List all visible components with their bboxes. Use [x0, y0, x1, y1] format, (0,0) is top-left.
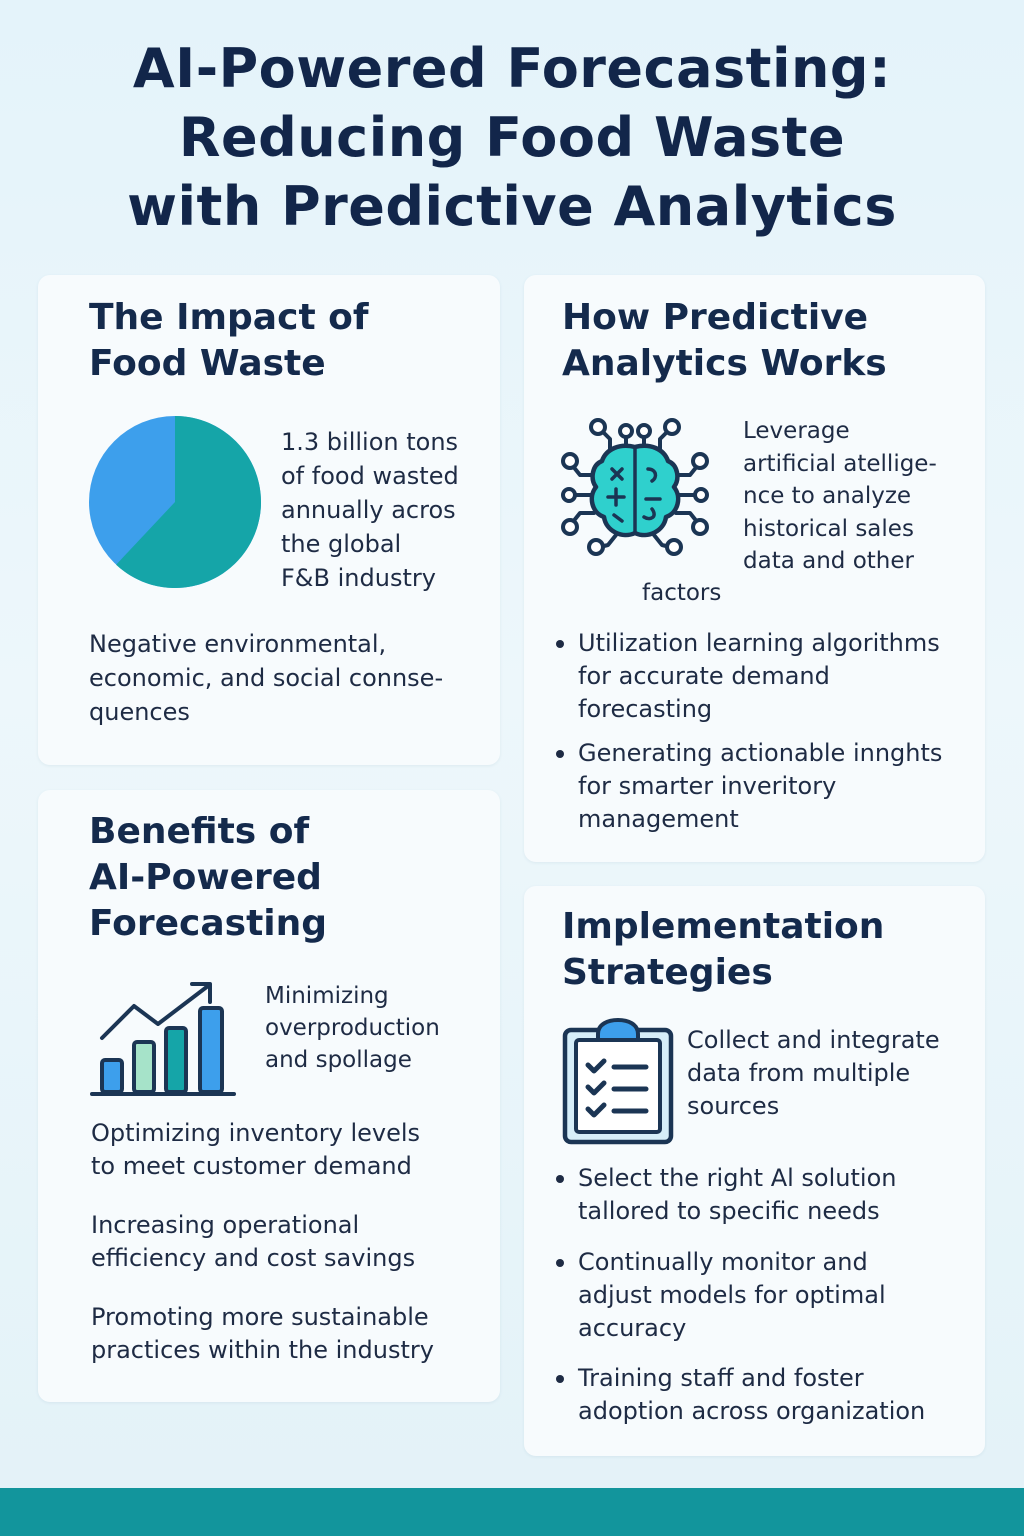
- implementation-bullet-3-line-1: Training staff and foster: [578, 1364, 864, 1392]
- how-intro-line-5: data and other: [743, 548, 914, 574]
- benefit-3-line-1: Increasing operational: [91, 1211, 360, 1239]
- implementation-intro-line-3: sources: [687, 1092, 780, 1120]
- impact-consequence-line-3: quences: [89, 698, 190, 726]
- how-title-line-2: Analytics Works: [562, 343, 887, 384]
- benefit-1-text: [265, 980, 440, 1076]
- bullet-dot: [556, 1175, 564, 1183]
- how-card-title: [562, 295, 887, 387]
- impact-consequence-line-1: Negative environmental,: [89, 630, 387, 658]
- benefit-4-line-2: practices within the industry: [91, 1336, 434, 1364]
- benefit-1-line-3: and spollage: [265, 1047, 412, 1073]
- implementation-card: [524, 886, 985, 1456]
- page-title: [40, 34, 984, 241]
- bullet-dot: [556, 1259, 564, 1267]
- title-line-3: with Predictive Analytics: [127, 175, 897, 238]
- title-line-2: Reducing Food Waste: [178, 106, 846, 169]
- title-line-1: AI-Powered Forecasting:: [132, 37, 892, 100]
- how-intro-line-2: artificial atellige-: [743, 450, 937, 477]
- how-bullet-2-line-3: management: [578, 805, 739, 833]
- how-title-line-1: How Predictive: [562, 297, 869, 338]
- impact-title-line-2: Food Waste: [89, 343, 326, 384]
- impact-consequence-line-2: economic, and social connse-: [89, 664, 444, 692]
- bullet-dot: [556, 640, 564, 648]
- implementation-bullet-2-line-3: accuracy: [578, 1314, 687, 1342]
- implementation-intro-line-2: data from multiple: [687, 1059, 911, 1087]
- implementation-bullet-3: [578, 1362, 925, 1428]
- implementation-bullet-2: [578, 1246, 886, 1345]
- benefit-4-line-1: Promoting more sustainable: [91, 1303, 429, 1331]
- impact-card-title: [89, 295, 369, 387]
- benefits-title-line-2: AI-Powered: [89, 857, 322, 898]
- implementation-intro-text: [687, 1024, 940, 1123]
- ai-brain-circuit-icon: [560, 417, 712, 557]
- how-bullet-1-line-3: forecasting: [578, 695, 713, 723]
- how-bullet-1: [578, 627, 940, 726]
- pie-chart-icon: [88, 415, 262, 589]
- how-intro-text: [743, 415, 937, 578]
- implementation-bullet-1-line-1: Select the right Al solution: [578, 1164, 897, 1192]
- how-bullet-2-line-2: for smarter inveritory: [578, 772, 837, 800]
- benefit-2-text: [91, 1117, 420, 1183]
- impact-consequence-text: [89, 627, 443, 729]
- how-card: [524, 275, 985, 862]
- benefit-3-text: [91, 1209, 415, 1275]
- implementation-bullet-1-line-2: tallored to specific needs: [578, 1197, 880, 1225]
- how-bullet-1-line-1: Utilization learning algorithms: [578, 629, 940, 657]
- benefit-1-line-1: Minimizing: [265, 983, 389, 1009]
- impact-stat-text: [281, 425, 459, 595]
- how-intro-line-1: Leverage: [743, 418, 850, 444]
- implementation-bullet-2-line-2: adjust models for optimal: [578, 1281, 886, 1309]
- implementation-intro-line-1: Collect and integrate: [687, 1026, 940, 1054]
- implementation-card-title: [562, 904, 884, 996]
- impact-stat-line-1: 1.3 billion tons: [281, 428, 459, 456]
- how-intro-tail: factors: [642, 580, 722, 606]
- how-intro-line-3: nce to analyze: [743, 483, 912, 509]
- clipboard-checklist-icon: [562, 1018, 676, 1146]
- implementation-bullet-1: [578, 1162, 896, 1228]
- how-intro-line-4: historical sales: [743, 515, 914, 542]
- impact-stat-line-2: of food wasted: [281, 462, 459, 490]
- impact-card: [38, 275, 500, 765]
- impact-title-line-1: The Impact of: [89, 297, 369, 338]
- how-bullet-2-line-1: Generating actionable innghts: [578, 739, 943, 767]
- benefits-card-title: [89, 809, 327, 947]
- bullet-dot: [556, 750, 564, 758]
- impact-stat-line-3: annually acros: [281, 496, 456, 524]
- benefit-2-line-2: to meet customer demand: [91, 1152, 412, 1180]
- implementation-title-line-2: Strategies: [562, 952, 773, 993]
- how-bullet-1-line-2: for accurate demand: [578, 662, 830, 690]
- implementation-bullet-2-line-1: Continually monitor and: [578, 1248, 868, 1276]
- benefit-1-line-2: overproduction: [265, 1015, 440, 1041]
- growth-bar-chart-icon: [90, 978, 240, 1098]
- benefit-3-line-2: efficiency and cost savings: [91, 1244, 416, 1272]
- benefits-card: [38, 790, 500, 1402]
- implementation-bullet-3-line-2: adoption across organization: [578, 1397, 926, 1425]
- implementation-title-line-1: Implementation: [562, 906, 885, 947]
- bullet-dot: [556, 1375, 564, 1383]
- how-bullet-2: [578, 737, 942, 836]
- benefits-title-line-1: Benefits of: [89, 811, 310, 852]
- footer-bar: [0, 1488, 1024, 1536]
- impact-stat-line-4: the global: [281, 530, 402, 558]
- benefit-2-line-1: Optimizing inventory levels: [91, 1119, 421, 1147]
- benefits-title-line-3: Forecasting: [89, 903, 328, 944]
- benefit-4-text: [91, 1301, 434, 1367]
- impact-stat-line-5: F&B industry: [281, 564, 436, 592]
